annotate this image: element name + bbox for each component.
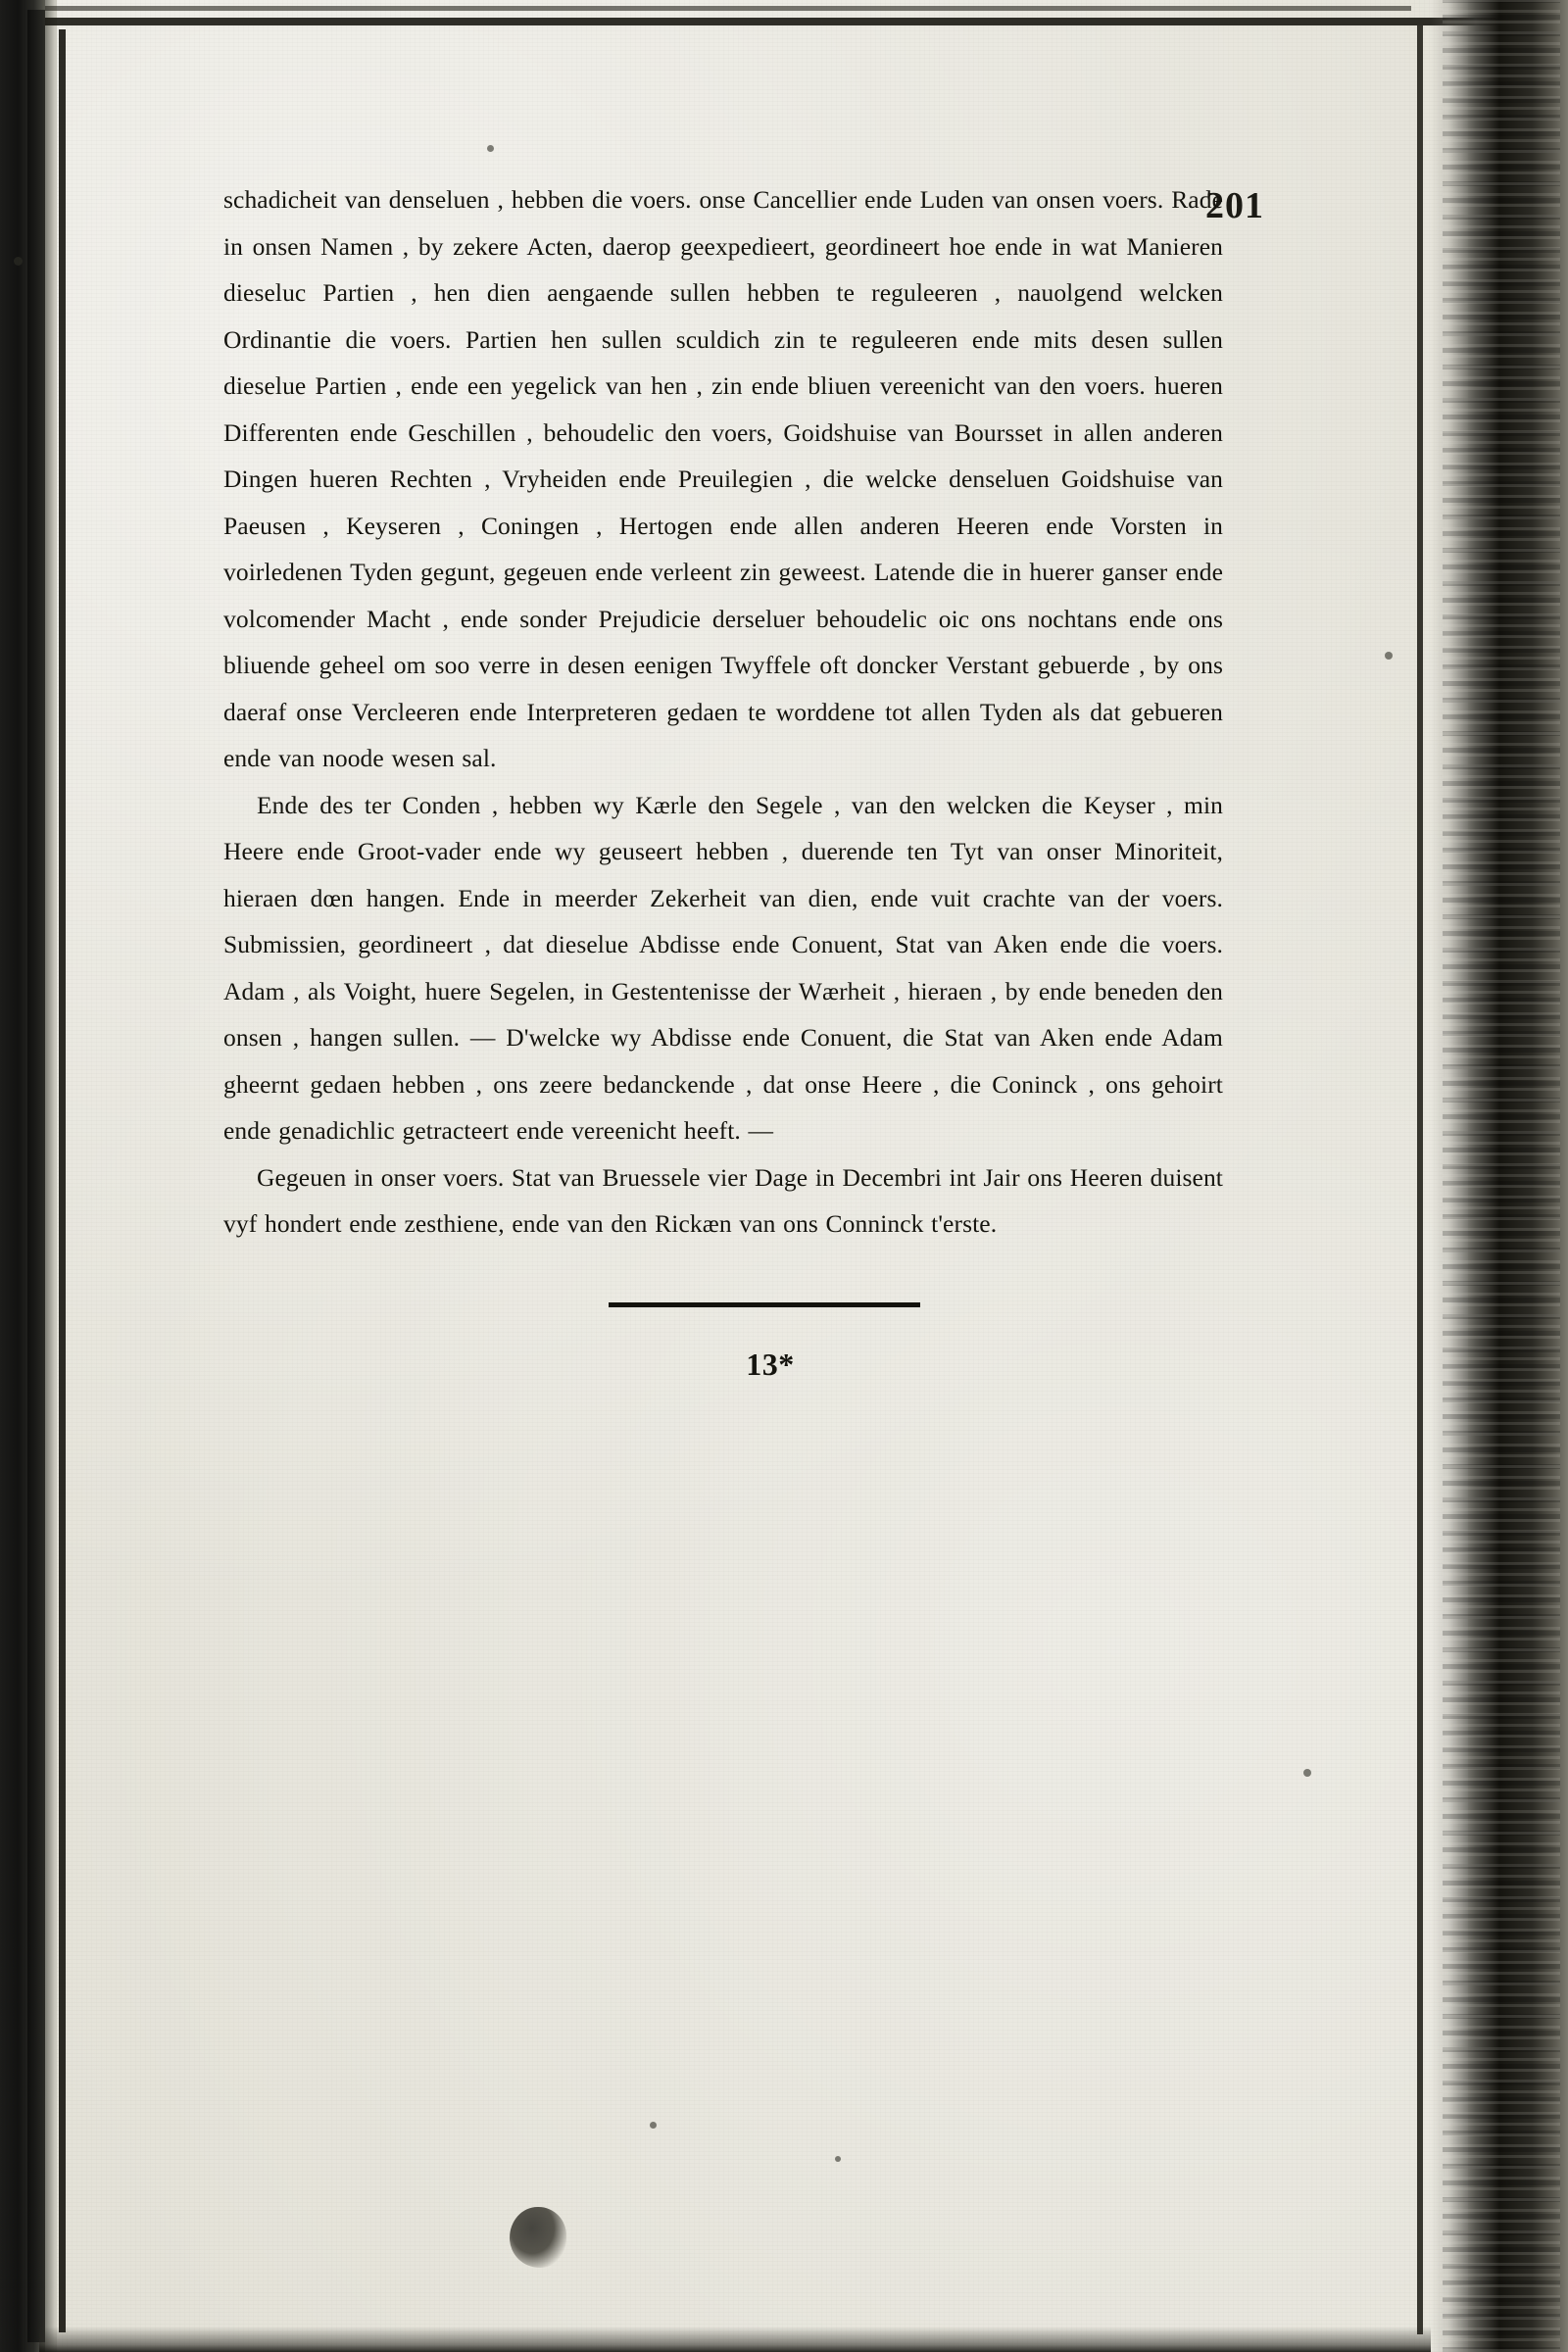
scan-speck xyxy=(1303,1769,1311,1777)
paragraph: Gegeuen in onser voers. Stat van Bruessele vier Dage in Decembri int Jair ons Heeren duisent vyf hondert ende zesthiene, ende van den Rickæn van ons Conninck t'erste. xyxy=(223,1162,1223,1238)
left-border-rule xyxy=(59,29,66,2332)
top-border-rule xyxy=(39,18,1529,25)
paragraph: Ende des ter Conden , hebben wy Kærle den Segele , van den welcken die Keyser , min Heere ende Groot-vader ende wy geuseert hebben , duerende ten Tyt van onser Minoriteit, hieraen dœn hangen. Ende in meerder Zekerheit van dien, ende vuit crachte van der voers. Submissien, geordineert , dat dieselue Abdisse ende Conuent, Stat van Aken ende die voers. Adam , als Voight, huere Segelen, in Gestentenisse der Wærheit , hieraen , by ende beneden den onsen , hangen sullen. — D'welcke wy Abdisse ende Conuent, die Stat van Aken ende Adam gheernt gedaen hebben , ons zeere bedanckende , dat onse Heere , die Coninck , ons gehoirt ende genadichlic getracteert ende vereenicht heeft. — xyxy=(223,790,1223,1145)
body-text xyxy=(223,176,1223,1248)
left-scan-shadow xyxy=(0,0,45,2352)
left-scan-shadow-inner xyxy=(27,10,45,2342)
scan-speck xyxy=(14,257,23,266)
section-divider-rule xyxy=(609,1302,920,1307)
scan-speck xyxy=(1385,652,1393,660)
top-border-rule-secondary xyxy=(39,6,1411,11)
bottom-edge-shadow xyxy=(39,2327,1431,2352)
gutter-texture xyxy=(1443,0,1560,2352)
right-border-rule xyxy=(1417,25,1423,2334)
scan-speck xyxy=(487,145,494,152)
scan-speck xyxy=(835,2156,841,2162)
signature-mark: 13* xyxy=(746,1346,795,1382)
thumb-smudge xyxy=(510,2207,566,2268)
page-number: 201 xyxy=(1205,185,1264,226)
book-gutter-shadow xyxy=(1431,0,1568,2352)
text-column xyxy=(223,176,1223,1383)
scan-speck xyxy=(650,2122,657,2129)
paragraph: schadicheit van denseluen , hebben die voers. onse Cancellier ende Luden van onsen voers. Rade in onsen Namen , by zekere Acten, daerop geexpedieert, geordineert hoe ende in wat Manieren dieseluc Partien , hen dien aengaende sullen hebben te reguleeren , nauolgend welcken Ordinantie die voers. Partien hen sullen sculdich zin te reguleeren ende mits desen sullen dieselue Partien , ende een yegelick van hen , zin ende bliuen vereenicht van den voers. hueren Differenten ende Geschillen , behoudelic den voers, Goidshuise van Boursset in allen anderen Dingen hueren Rechten , Vryheiden ende Preuilegien , die welcke denseluen Goidshuise van Paeusen , Keyseren , Coningen , Hertogen ende allen anderen Heeren ende Vorsten in voirledenen Tyden gegunt, gegeuen ende verleent zin geweest. Latende die in huerer ganser ende volcomender Macht , ende sonder Prejudicie derseluer behoudelic oic ons nochtans ende ons bliuende geheel om soo verre in desen eenigen Twyffele oft doncker Verstant gebuerde , by ons daeraf onse Vercleeren ende Interpreteren gedaen te worddene tot allen Tyden als dat gebueren ende van noode wesen sal. xyxy=(223,185,1223,772)
